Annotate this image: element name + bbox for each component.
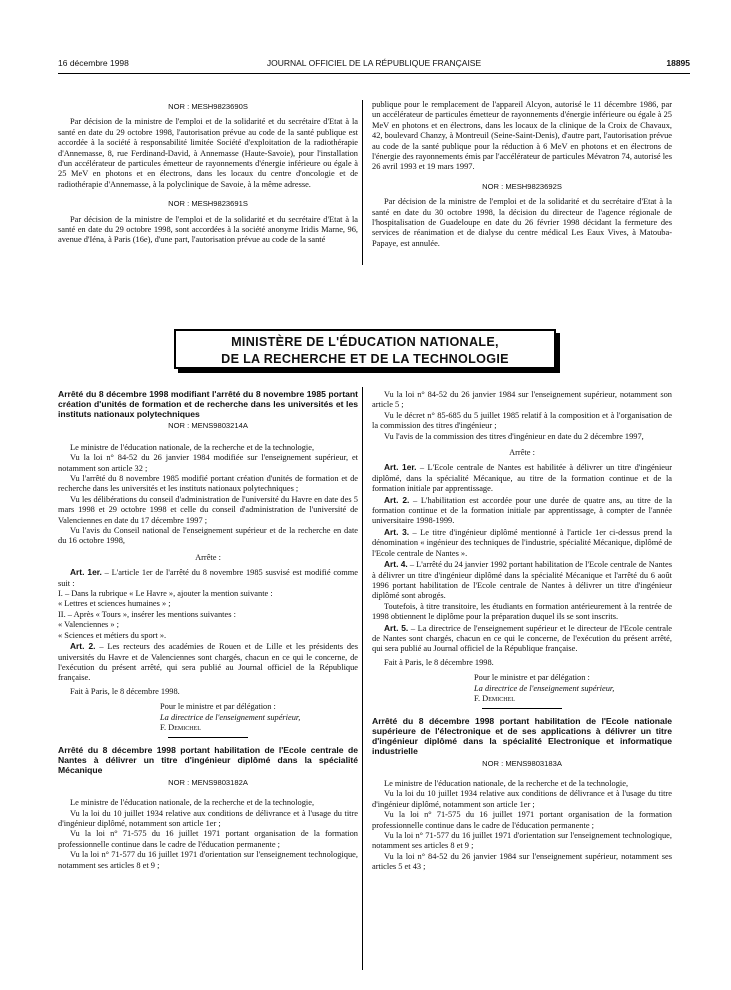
paragraph: Vu le décret n° 85-685 du 5 juillet 1985 relatif à la composition et à l'organisation de la commission des titres d'ingénieur ; [372, 410, 672, 431]
article-label: Art. 2. [70, 641, 96, 652]
decree-title: Arrêté du 8 décembre 1998 portant habilitation de l'Ecole centrale de Nantes à délivrer un titre d'ingénieur diplômé dans la spécialité Mécanique [58, 745, 358, 775]
article-4 [372, 559, 672, 602]
page-header [58, 58, 690, 72]
paragraph: Vu la loi n° 71-577 du 16 juillet 1971 d'orientation sur l'enseignement technologique, notamment ses articles 8 et 9 ; [58, 850, 358, 870]
paragraph: Vu l'avis du Conseil national de l'enseignement supérieur et de la recherche en date du 16 octobre 1998, [58, 526, 358, 546]
paragraph: Vu les délibérations du conseil d'administration de l'université du Havre en date des 5 mars 1998 et 29 octobre 1998 et celle du conseil d'administration de l'université de Valenciennes en date du 17 décembre 1997 ; [58, 494, 358, 525]
article-text: – Les recteurs des académies de Rouen et de Lille et les présidents des universités du Havre et de Valenciennes sont chargés, chacun en ce qui le concerne, de l'exécution du présent arrêté, qui sera publié au Journal officiel de la République française. [58, 642, 358, 683]
article-3 [372, 527, 672, 559]
right-column [372, 390, 672, 873]
arrete-label: Arrête : [195, 552, 221, 562]
article-text: – La directrice de l'enseignement supérieur et le directeur de l'Ecole centrale de Nantes sont chargés, chacun en ce qui le concerne, de l'exécution du présent arrêté, qui sera publié au Journal officiel de la République française. [372, 623, 672, 654]
article-2 [58, 641, 358, 684]
decree-title: Arrêté du 8 décembre 1998 modifiant l'arrêté du 8 novembre 1985 portant création d'unités de formation et de recherche dans les universités et les instituts nationaux polytechniques [58, 389, 358, 419]
article-5 [372, 623, 672, 655]
article-text: – L'article 1er de l'arrêté du 8 novembre 1985 susvisé est modifié comme suit : [58, 568, 358, 588]
paragraph: Vu la loi n° 71-577 du 16 juillet 1971 d'orientation sur l'enseignement technologique, notamment ses articles 8 et 9 ; [372, 831, 672, 851]
paragraph: Vu la loi n° 84-52 du 26 janvier 1984 sur l'enseignement supérieur, notamment ses articles 5 et 43 ; [372, 851, 672, 872]
signature-line: Pour le ministre et par délégation : [160, 702, 276, 712]
paragraph: Par décision de la ministre de l'emploi et de la solidarité et du secrétaire d'Etat à la santé en date du 29 octobre 1998, l'autorisation prévue au code de la santé publique est accordée à la société à responsabilité limitée Société d'exploitation de la radiothérapie d'Annemasse, 8, rue Ferdinand-David, à Annemasse (Haute-Savoie), pour l'installation d'un accélérateur de particules émetteur de rayonnements d'énergie inférieure ou égale à 25 MeV en photons et en électrons, dans les locaux du centre d'oncologie et de radiothérapie d'Annemasse, à la polyclinique de Savoie, à la même adresse. [58, 117, 358, 189]
nor-reference: NOR : MENS9803183A [482, 758, 562, 768]
paragraph: Le ministre de l'éducation nationale, de la recherche et de la technologie, [70, 442, 315, 452]
top-left-column [58, 100, 358, 246]
top-right-column [372, 100, 672, 249]
paragraph: Le ministre de l'éducation nationale, de la recherche et de la technologie, [70, 798, 315, 808]
paragraph: Par décision de la ministre de l'emploi et de la solidarité et du secrétaire d'Etat à la santé en date du 30 octobre 1998, la décision du directeur de l'agence régionale de l'hospitalisation de Guadeloupe en date du 26 février 1998 décidant la fermeture des services de réanimation et de dialyse du centre médical Les Eaux Vives, à Matouba-Papaye, est annulée. [372, 197, 672, 248]
article-1 [372, 462, 672, 494]
signatory-name: F. Demichel [474, 693, 515, 703]
nor-reference: NOR : MESH9823692S [482, 181, 562, 191]
paragraph: Vu la loi n° 84-52 du 26 janvier 1984 sur l'enseignement supérieur, notamment son article 5 ; [372, 390, 672, 410]
article-label: Art. 1er. [384, 462, 417, 473]
list-item: II. – Après « Tours », insérer les mentions suivantes : [58, 609, 236, 619]
signature-line: La directrice de l'enseignement supérieur, [160, 712, 301, 722]
article-text: – Le titre d'ingénieur diplômé mentionné à l'article 1er ci-dessus prend la dénomination « ingénieur des techniques de l'industrie, spécialité Mécanique, diplômé de l'Ecole centrale de Nantes ». [372, 527, 672, 558]
paragraph: Toutefois, à titre transitoire, les étudiants en formation antérieurement à la rentrée de 1998 obtiennent le diplôme pour la préparation duquel ils se sont inscrits. [372, 601, 672, 622]
header-journal-title: JOURNAL OFFICIEL DE LA RÉPUBLIQUE FRANÇAISE [266, 58, 482, 68]
article-label: Art. 5. [384, 622, 409, 633]
ministry-heading-line2: DE LA RECHERCHE ET DE LA TECHNOLOGIE [221, 352, 509, 366]
article-text: – L'Ecole centrale de Nantes est habilitée à délivrer un titre d'ingénieur diplômé, dans la spécialité Mécanique, au titre de la formation continue et de la formation initiale par apprentissage. [372, 463, 672, 494]
signatory-name: F. Demichel [160, 722, 201, 732]
article-1 [58, 567, 358, 589]
decree-title: Arrêté du 8 décembre 1998 portant habilitation de l'Ecole nationale supérieure de l'électronique et de ses applications à délivrer un titre d'ingénieur diplômé dans la spécialité Electronique et informatique industrielle [372, 716, 672, 756]
paragraph: Vu la loi n° 71-575 du 16 juillet 1971 portant organisation de la formation professionnelle continue dans le cadre de l'éducation permanente ; [372, 810, 672, 830]
paragraph: Par décision de la ministre de l'emploi et de la solidarité et du secrétaire d'Etat à la santé en date du 29 octobre 1998, sont accordées à la société anonyme Iridis Marne, 96, avenue d'Iéna, à Paris (16e), d'une part, l'autorisation prévue au code de la santé [58, 214, 358, 245]
paragraph: Vu l'arrêté du 8 novembre 1985 modifié portant création d'unités de formation et de recherche dans les universités et les instituts nationaux polytechniques ; [58, 474, 358, 494]
done-at: Fait à Paris, le 8 décembre 1998. [384, 657, 494, 667]
left-column [58, 390, 358, 871]
signature-line: Pour le ministre et par délégation : [474, 673, 590, 683]
column-divider [362, 387, 363, 970]
article-label: Art. 4. [384, 559, 408, 570]
article-label: Art. 2. [384, 494, 410, 505]
arrete-label: Arrête : [509, 448, 535, 458]
list-item: I. – Dans la rubrique « Le Havre », ajouter la mention suivante : [58, 589, 273, 599]
paragraph: Vu la loi du 10 juillet 1934 relative aux conditions de délivrance et à l'usage du titre d'ingénieur diplômé, notamment son article 1er ; [372, 789, 672, 809]
paragraph: Vu la loi n° 71-575 du 16 juillet 1971 portant organisation de la formation professionnelle continue dans le cadre de l'éducation permanente ; [58, 829, 358, 849]
header-page-number: 18895 [666, 58, 690, 68]
paragraph: publique pour le remplacement de l'appareil Alcyon, autorisé le 11 décembre 1986, par un accélérateur de particules émetteur de rayonnements d'énergie inférieure ou égale à 25 MeV en photons et en électrons, dans les locaux de la clinique de la Croix de Chavaux, 42, boulevard Chanzy, à Montreuil (Seine-Saint-Denis), d'autre part, l'autorisation prévue au code de la santé publique pour la réduction à 6 MeV en photons et en électrons de l'énergie des rayonnements émis par l'accélérateur de particules Mévatron 74, autorisé les 26 avril 1993 et 19 mars 1997. [372, 100, 672, 172]
paragraph: Le ministre de l'éducation nationale, de la recherche et de la technologie, [384, 778, 629, 788]
column-divider [362, 100, 363, 265]
list-item: « Valenciennes » ; [58, 620, 120, 630]
signature-line: La directrice de l'enseignement supérieur, [474, 683, 615, 693]
article-2 [372, 495, 672, 527]
list-item: « Lettres et sciences humaines » ; [58, 599, 171, 609]
ministry-heading-line1: MINISTÈRE DE L'ÉDUCATION NATIONALE, [231, 335, 499, 349]
nor-reference: NOR : MESH9823691S [168, 199, 248, 209]
header-rule [58, 73, 690, 74]
ministry-heading-box [174, 329, 556, 369]
article-label: Art. 3. [384, 526, 410, 537]
header-date: 16 décembre 1998 [58, 58, 129, 68]
article-label: Art. 1er. [70, 567, 102, 578]
done-at: Fait à Paris, le 8 décembre 1998. [70, 686, 180, 696]
article-text: – L'habilitation est accordée pour une durée de quatre ans, au titre de la formation continue et de la formation initiale par apprentissage, à compter de l'année universitaire 1998-1999. [372, 495, 672, 526]
nor-reference: NOR : MENS9803182A [168, 777, 248, 787]
list-item: « Sciences et métiers du sport ». [58, 630, 167, 640]
nor-reference: NOR : MESH9823690S [168, 102, 248, 111]
paragraph: Vu la loi n° 84-52 du 26 janvier 1984 modifiée sur l'enseignement supérieur, et notamment son article 32 ; [58, 453, 358, 473]
paragraph: Vu la loi du 10 juillet 1934 relative aux conditions de délivrance et à l'usage du titre d'ingénieur diplômé, notamment son article 1er ; [58, 808, 358, 828]
nor-reference: NOR : MENS9803214A [168, 421, 248, 431]
paragraph: Vu l'avis de la commission des titres d'ingénieur en date du 2 décembre 1997, [384, 431, 644, 441]
article-text: – L'arrêté du 24 janvier 1992 portant habilitation de l'Ecole centrale de Nantes à délivrer un titre d'ingénieur diplômé dans la spécialité Mécanique et l'arrêté du 6 août 1996 portant habilitation de l'Ecole centrale de Nantes à délivrer un titre d'ingénieur diplômé sont abrogés. [372, 560, 672, 601]
